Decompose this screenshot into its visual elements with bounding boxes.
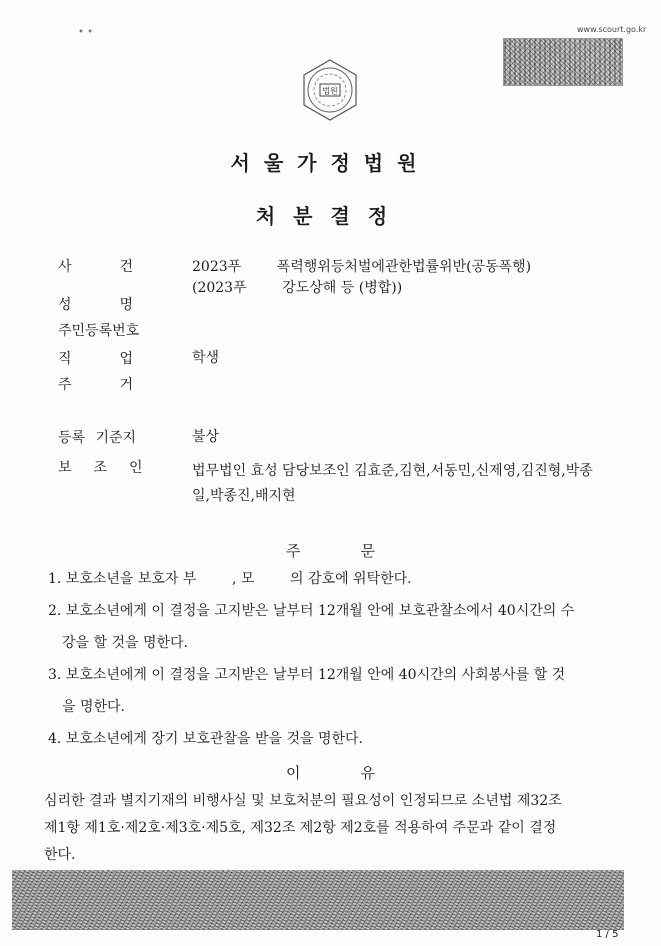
label-name: 성명 (58, 297, 182, 313)
court-seal-icon (298, 58, 362, 122)
order-item-3-cont: 을 명한다. (62, 699, 125, 715)
main-order-list (48, 563, 608, 755)
main-order-heading: 주문 (286, 542, 435, 560)
page-number: 1 / 5 (596, 929, 619, 940)
value-occupation: 학생 (192, 350, 220, 366)
reason-text: 심리한 결과 별지기재의 비행사실 및 보호처분의 필요성이 인정되므로 소년법 제32조 제1항 제1호·제2호·제3호·제5호, 제32조 제2항 제2호를 적용하여 주문과 같이 결정 한다. (44, 793, 562, 863)
order-item-2-cont: 강을 할 것을 명한다. (62, 635, 188, 651)
label-occupation: 직업 (58, 351, 182, 367)
order-item-3: 3. 보호소년에게 이 결정을 고지받은 날부터 12개월 안에 40시간의 사회봉사를 할 것 (48, 667, 566, 683)
label-assistant: 보조인 (58, 460, 165, 476)
court-name: 서울가정법원 (230, 151, 431, 175)
label-case: 사건 (58, 259, 182, 275)
qr-code (503, 38, 623, 86)
redacted-security-band (12, 870, 624, 930)
value-case: 2023푸 폭력행위등처벌에관한법률위반(공동폭행) (2023푸 강도상해 등 (병합)) (192, 259, 532, 296)
value-registry-base: 불상 (192, 429, 220, 445)
label-address: 주거 (58, 377, 182, 393)
order-item-4: 4. 보호소년에게 장기 보호관찰을 받을 것을 명한다. (48, 731, 363, 747)
value-assistant: 법무법인 효성 담당보조인 김효준,김현,서동민,신제영,김진형,박종 일,박종진,배지현 (192, 463, 593, 504)
label-registry-base: 등록 기준지 (58, 430, 137, 446)
order-item-1: 1. 보호소년을 보호자 부 , 모 의 감호에 위탁한다. (48, 571, 412, 587)
order-item-2: 2. 보호소년에게 이 결정을 고지받은 날부터 12개월 안에 보호관찰소에서 40시간의 수 (48, 603, 575, 619)
document-title: 처분결정 (255, 204, 406, 228)
scan-marks: • • (78, 27, 93, 38)
label-resident-number: 주민등록번호 (58, 323, 140, 339)
court-url: www.scourt.go.kr (577, 25, 647, 34)
seal-text: 법원 (322, 86, 338, 96)
reason-heading: 이유 (286, 764, 435, 782)
